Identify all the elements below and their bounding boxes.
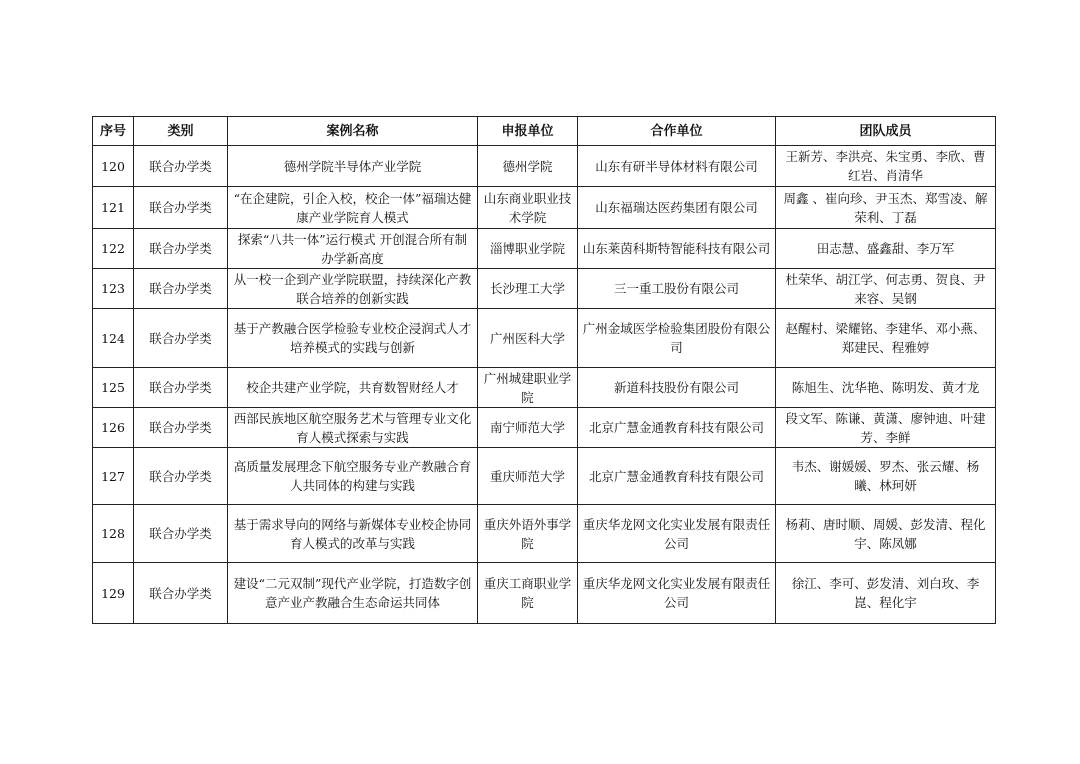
table-header-row: [93, 117, 996, 146]
header-team: 团队成员: [776, 117, 996, 146]
row-case-name: 基于产教融合医学检验专业校企浸润式人才培养模式的实践与创新: [228, 309, 478, 368]
row-case-name: “在企建院，引企入校，校企一体”福瑞达健康产业学院育人模式: [228, 187, 478, 229]
row-applicant: 重庆工商职业学院: [478, 563, 578, 624]
case-table: [92, 116, 996, 624]
row-case-name: 德州学院半导体产业学院: [228, 146, 478, 187]
row-team: 赵醒村、梁耀铭、李建华、邓小燕、郑建民、程雅婷: [776, 309, 996, 368]
row-case-name: 从一校一企到产业学院联盟，持续深化产教联合培养的创新实践: [228, 269, 478, 309]
row-category: 联合办学类: [134, 563, 228, 624]
row-category: 联合办学类: [134, 229, 228, 269]
row-category: 联合办学类: [134, 146, 228, 187]
row-category: 联合办学类: [134, 187, 228, 229]
row-category: 联合办学类: [134, 448, 228, 505]
table-row: [93, 146, 996, 187]
table-row: [93, 309, 996, 368]
row-applicant: 长沙理工大学: [478, 269, 578, 309]
row-case-name: 校企共建产业学院，共育数智财经人才: [228, 368, 478, 408]
row-no: 122: [93, 229, 134, 269]
header-partner: 合作单位: [578, 117, 776, 146]
row-team: 周鑫 、崔向珍、尹玉杰、郑雪凌、解荣利、丁磊: [776, 187, 996, 229]
table-row: [93, 563, 996, 624]
row-partner: 山东有研半导体材料有限公司: [578, 146, 776, 187]
header-category: 类别: [134, 117, 228, 146]
header-no: 序号: [93, 117, 134, 146]
table-row: [93, 408, 996, 448]
row-partner: 广州金域医学检验集团股份有限公司: [578, 309, 776, 368]
row-applicant: 广州医科大学: [478, 309, 578, 368]
row-category: 联合办学类: [134, 368, 228, 408]
row-no: 120: [93, 146, 134, 187]
row-no: 127: [93, 448, 134, 505]
row-category: 联合办学类: [134, 408, 228, 448]
row-case-name: 基于需求导向的网络与新媒体专业校企协同育人模式的改革与实践: [228, 505, 478, 563]
table-row: [93, 269, 996, 309]
row-case-name: 探索“八共一体”运行模式 开创混合所有制办学新高度: [228, 229, 478, 269]
row-no: 129: [93, 563, 134, 624]
row-team: 段文军、陈谦、黄潇、廖钟迪、叶建芳、李鲜: [776, 408, 996, 448]
row-team: 徐江、李可、彭发清、刘白玫、李崑、程化宇: [776, 563, 996, 624]
row-partner: 新道科技股份有限公司: [578, 368, 776, 408]
row-applicant: 淄博职业学院: [478, 229, 578, 269]
table-row: [93, 229, 996, 269]
row-partner: 山东莱茵科斯特智能科技有限公司: [578, 229, 776, 269]
row-category: 联合办学类: [134, 309, 228, 368]
row-applicant: 南宁师范大学: [478, 408, 578, 448]
table-row: [93, 505, 996, 563]
row-no: 125: [93, 368, 134, 408]
row-no: 126: [93, 408, 134, 448]
row-applicant: 重庆外语外事学院: [478, 505, 578, 563]
header-case-name: 案例名称: [228, 117, 478, 146]
row-no: 123: [93, 269, 134, 309]
row-applicant: 德州学院: [478, 146, 578, 187]
row-team: 杨莉、唐时顺、周媛、彭发清、程化宇、陈凤娜: [776, 505, 996, 563]
row-category: 联合办学类: [134, 505, 228, 563]
row-no: 121: [93, 187, 134, 229]
row-team: 陈旭生、沈华艳、陈明发、黄才龙: [776, 368, 996, 408]
row-team: 韦杰、谢媛媛、罗杰、张云耀、杨曦、林珂妍: [776, 448, 996, 505]
row-category: 联合办学类: [134, 269, 228, 309]
row-no: 124: [93, 309, 134, 368]
row-team: 杜荣华、胡江学、何志勇、贺良、尹来容、吴钢: [776, 269, 996, 309]
row-applicant: 广州城建职业学院: [478, 368, 578, 408]
row-applicant: 重庆师范大学: [478, 448, 578, 505]
row-no: 128: [93, 505, 134, 563]
row-case-name: 高质量发展理念下航空服务专业产教融合育人共同体的构建与实践: [228, 448, 478, 505]
row-team: 王新芳、李洪亮、朱宝勇、李欣、曹红岩、肖清华: [776, 146, 996, 187]
row-team: 田志慧、盛鑫甜、李万军: [776, 229, 996, 269]
row-partner: 北京广慧金通教育科技有限公司: [578, 448, 776, 505]
row-case-name: 西部民族地区航空服务艺术与管理专业文化育人模式探索与实践: [228, 408, 478, 448]
row-partner: 三一重工股份有限公司: [578, 269, 776, 309]
row-case-name: 建设“二元双制”现代产业学院，打造数字创意产业产教融合生态命运共同体: [228, 563, 478, 624]
table-row: [93, 448, 996, 505]
row-partner: 北京广慧金通教育科技有限公司: [578, 408, 776, 448]
row-applicant: 山东商业职业技术学院: [478, 187, 578, 229]
header-applicant: 申报单位: [478, 117, 578, 146]
row-partner: 重庆华龙网文化实业发展有限责任公司: [578, 505, 776, 563]
table-row: [93, 368, 996, 408]
row-partner: 重庆华龙网文化实业发展有限责任公司: [578, 563, 776, 624]
table-row: [93, 187, 996, 229]
row-partner: 山东福瑞达医药集团有限公司: [578, 187, 776, 229]
